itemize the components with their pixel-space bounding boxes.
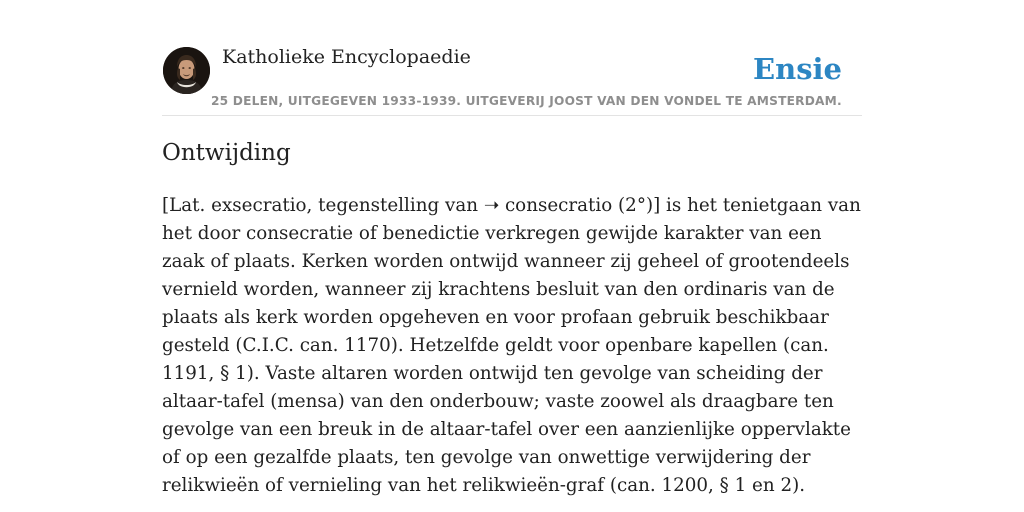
article-body: [Lat. exsecratio, tegenstelling van ➝ consecratio (2°)] is het tenietgaan van het door consecratie of benedictie verkregen gewijde karakter van een zaak of plaats. Kerken worden ontwijd wanneer zij geheel of grootendeels vernield worden, wanneer zij krachtens besluit van den ordinaris van de plaats als kerk worden opgeheven en voor profaan gebruik beschikbaar gesteld (C.I.C. can. 1170). Hetzelfde geldt voor openbare kapellen (can. 1191, § 1). Vaste altaren worden ontwijd ten gevolge van scheiding der altaar-tafel (mensa) van den onderbouw; vaste zoowel als draagbare ten gevolge van een breuk in de altaar-tafel over een aanzienlijke oppervlakte of op een gezalfde plaats, ten gevolge van onwettige verwijdering der relikwieën of vernieling van het relikwieën-graf (can. 1200, § 1 en 2).: [162, 195, 861, 496]
site-title[interactable]: Katholieke Encyclopaedie: [222, 46, 471, 68]
article-title: Ontwijding: [162, 140, 291, 166]
ensie-logo-link[interactable]: Ensie: [753, 52, 842, 86]
site-subtitle: 25 DELEN, UITGEGEVEN 1933-1939. UITGEVERIJ JOOST VAN DEN VONDEL TE AMSTERDAM.: [211, 94, 842, 108]
header-divider: [162, 115, 862, 116]
portrait-avatar-icon[interactable]: [163, 47, 210, 94]
portrait-icon: [163, 47, 210, 94]
